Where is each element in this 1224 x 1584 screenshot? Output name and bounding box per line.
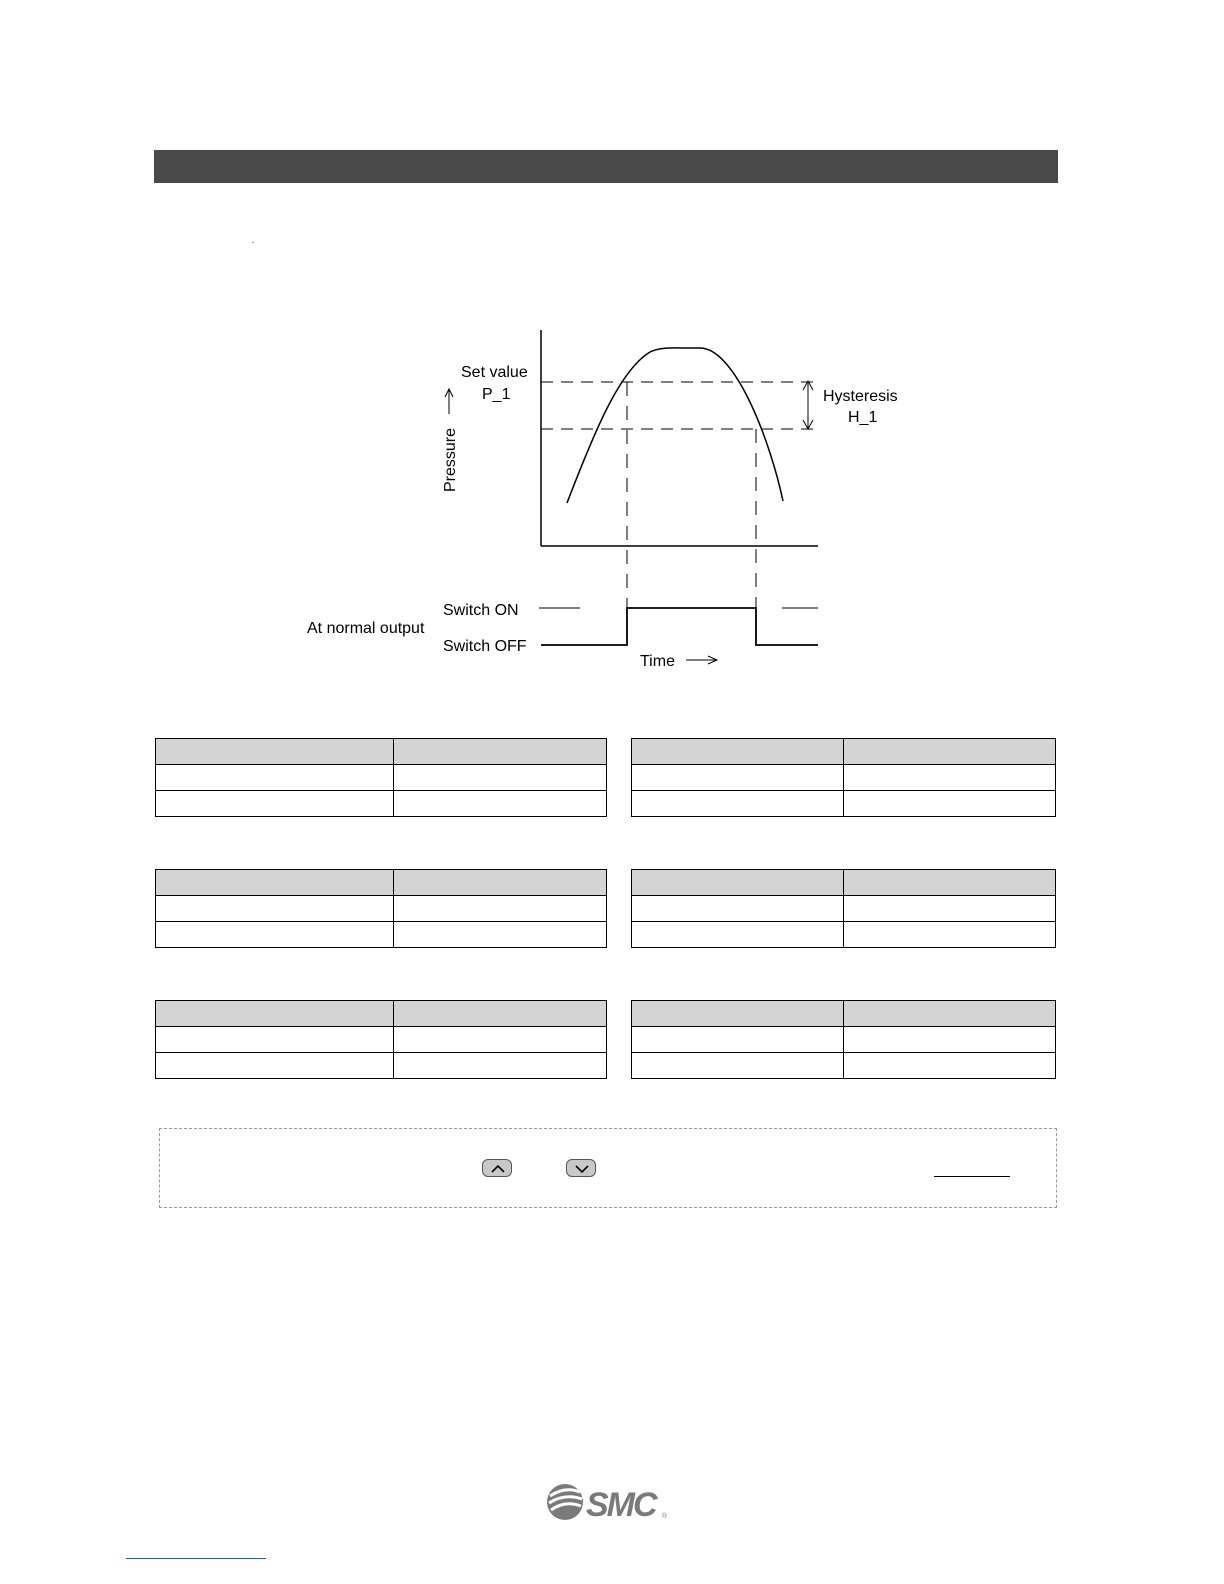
table-header-cell xyxy=(844,870,1056,896)
pressure-curve xyxy=(567,348,783,503)
chevron-up-icon xyxy=(490,1163,506,1175)
table-1 xyxy=(155,738,607,817)
table-cell xyxy=(156,791,394,817)
table-cell xyxy=(632,765,844,791)
table-cell xyxy=(156,896,394,922)
up-key-button[interactable] xyxy=(482,1159,512,1177)
footer-link-underline xyxy=(126,1558,266,1559)
pressure-axis-label: Pressure xyxy=(442,427,459,492)
table-header-cell xyxy=(394,870,607,896)
smc-logo-mark xyxy=(547,1484,583,1520)
table-cell xyxy=(632,1053,844,1079)
switch-output-waveform xyxy=(541,608,818,645)
table-cell xyxy=(394,791,607,817)
table-4 xyxy=(631,869,1056,948)
table-cell xyxy=(156,1027,394,1053)
table-cell xyxy=(844,896,1056,922)
table-5 xyxy=(155,1000,607,1079)
table-cell xyxy=(632,922,844,948)
registered-mark: ® xyxy=(662,1513,668,1520)
table-cell xyxy=(156,922,394,948)
down-key-button[interactable] xyxy=(566,1159,596,1177)
table-cell xyxy=(394,1053,607,1079)
table-cell xyxy=(394,1027,607,1053)
set-value-label: Set value xyxy=(461,364,528,381)
chevron-down-icon xyxy=(574,1163,590,1175)
logo-text: SMC xyxy=(586,1486,656,1524)
hysteresis-diagram xyxy=(0,0,1224,720)
smc-logo xyxy=(546,1482,670,1524)
table-header-cell xyxy=(156,1001,394,1027)
table-cell xyxy=(156,765,394,791)
table-header-cell xyxy=(156,739,394,765)
table-header-cell xyxy=(394,1001,607,1027)
table-6 xyxy=(631,1000,1056,1079)
output-mode-label: At normal output xyxy=(307,620,425,637)
table-cell xyxy=(844,765,1056,791)
table-header-cell xyxy=(844,1001,1056,1027)
table-cell xyxy=(844,1027,1056,1053)
time-axis-label: Time xyxy=(640,653,675,670)
table-cell xyxy=(394,922,607,948)
switch-off-label: Switch OFF xyxy=(443,638,527,655)
table-cell xyxy=(156,1053,394,1079)
table-header-cell xyxy=(156,870,394,896)
table-cell xyxy=(844,1053,1056,1079)
table-cell xyxy=(844,791,1056,817)
switch-on-label: Switch ON xyxy=(443,602,519,619)
set-value-symbol: P_1 xyxy=(482,386,511,403)
table-cell xyxy=(394,765,607,791)
table-3 xyxy=(155,869,607,948)
table-header-cell xyxy=(632,1001,844,1027)
table-cell xyxy=(632,896,844,922)
table-cell xyxy=(632,791,844,817)
hysteresis-label: Hysteresis xyxy=(823,388,898,405)
table-2 xyxy=(631,738,1056,817)
table-header-cell xyxy=(844,739,1056,765)
table-cell xyxy=(394,896,607,922)
note-box xyxy=(159,1128,1057,1208)
table-header-cell xyxy=(632,739,844,765)
table-header-cell xyxy=(394,739,607,765)
table-cell xyxy=(844,922,1056,948)
table-cell xyxy=(632,1027,844,1053)
note-underline xyxy=(934,1176,1010,1177)
table-header-cell xyxy=(632,870,844,896)
hysteresis-symbol: H_1 xyxy=(848,409,878,426)
